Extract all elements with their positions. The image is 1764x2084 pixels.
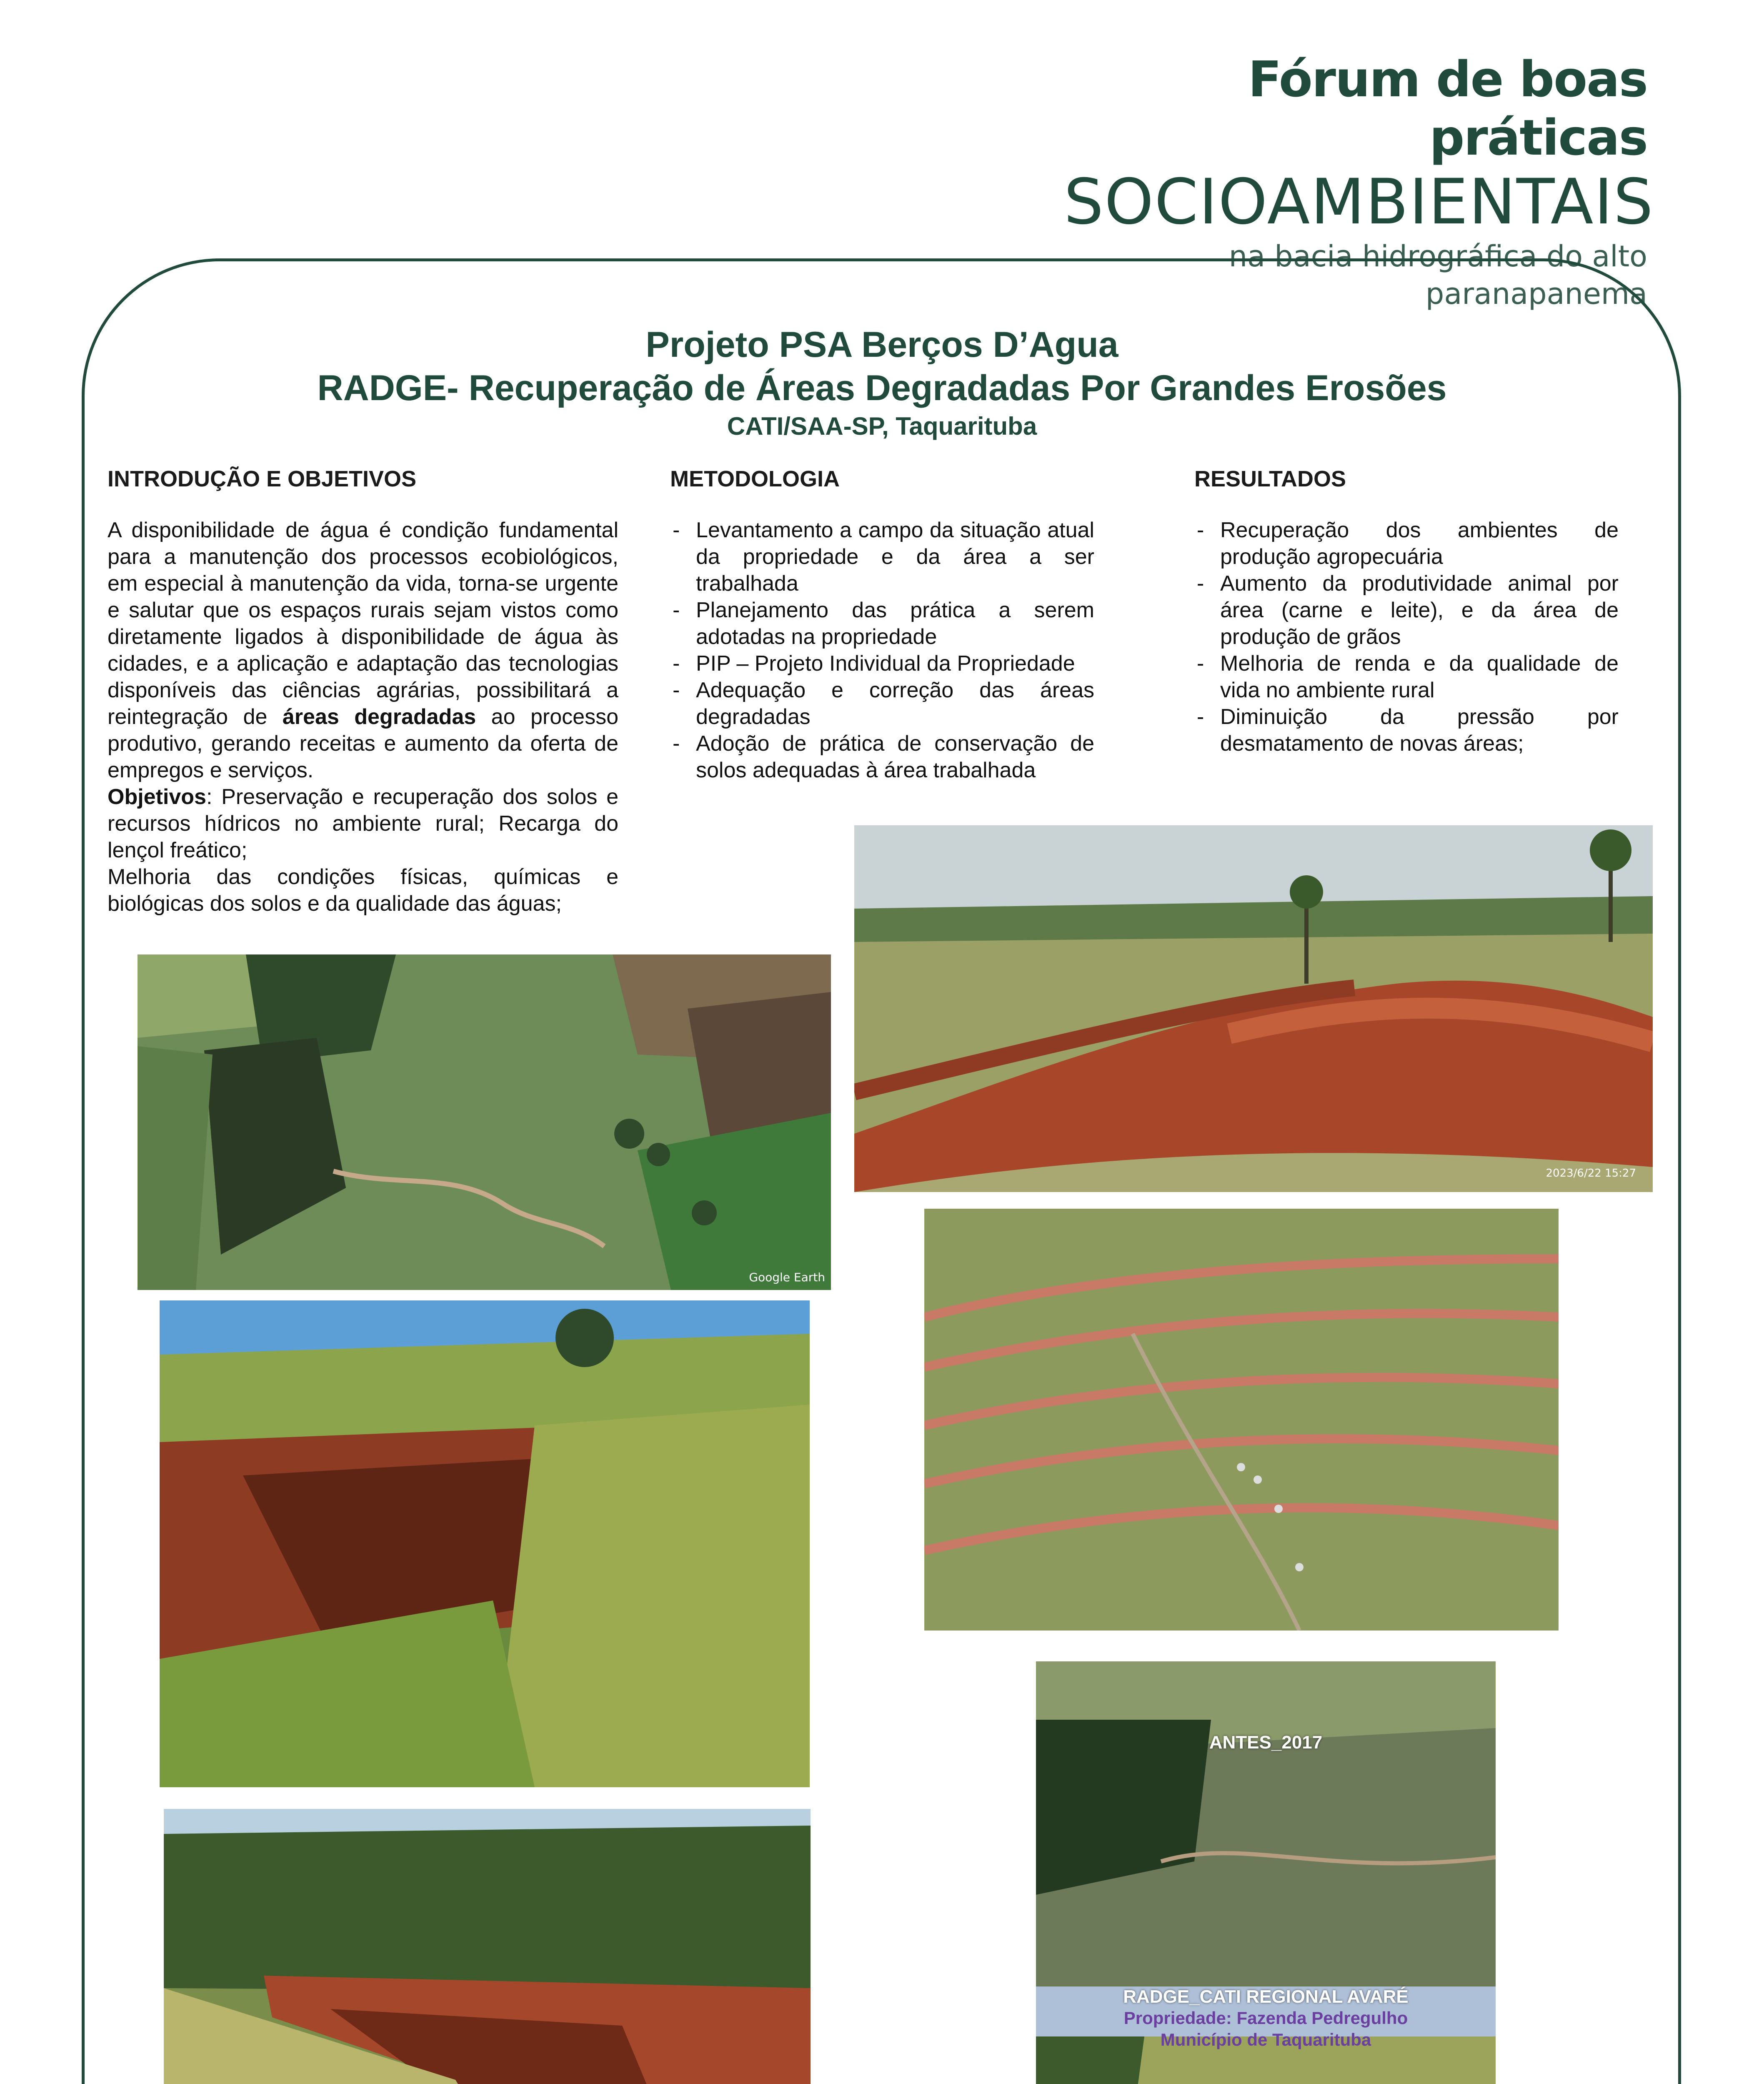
method-item: - Adoção de prática de conservação de solos adequadas à área trabalhada: [670, 730, 1094, 784]
results-list: [1194, 517, 1619, 757]
brand-line-1: Fórum de boas práticas: [1248, 50, 1647, 166]
intro-text: [108, 517, 618, 917]
photo-timestamp: 2023/6/22 15:27: [1546, 1167, 1636, 1180]
project-title: Projeto PSA Berços D’Agua: [646, 325, 1118, 365]
method-item: - PIP – Projeto Individual da Propriedade: [670, 650, 1094, 677]
before-after-photo: [1036, 1661, 1496, 2084]
results-item: - Diminuição da pressão por desmatamento de novas áreas;: [1194, 704, 1619, 757]
method-item: - Adequação e correção das áreas degradadas: [670, 677, 1094, 730]
intro-paragraph-bold: áreas degradadas: [282, 705, 476, 729]
intro-heading: INTRODUÇÃO E OBJETIVOS: [108, 466, 417, 491]
method-item: - Levantamento a campo da situação atual da propriedade e da área a ser trabalhada: [670, 517, 1094, 597]
objectives-text: : Preservação e recuperação dos solos e recursos hídricos no ambiente rural; Recarga do lençol freático;: [108, 785, 618, 862]
brand-line-3: na bacia hidrográfica do alto paranapanema: [1229, 239, 1647, 311]
project-subtitle: RADGE- Recuperação de Áreas Degradadas Por Grandes Erosões: [317, 368, 1447, 408]
aerial-terraces-photo: [924, 1209, 1559, 1631]
method-heading: METODOLOGIA: [670, 466, 840, 491]
property-label: Propriedade: Fazenda Pedregulho: [1123, 2008, 1408, 2028]
results-item: - Recuperação dos ambientes de produção agropecuária: [1194, 517, 1619, 570]
gully-erosion-photo-2: [164, 1809, 811, 2084]
intro-paragraph-end: ao processo produtivo, gerando receitas e aumento da oferta de empregos e serviços.: [108, 705, 618, 782]
intro-closing-paragraph: Melhoria das condições físicas, químicas e biológicas dos solos e da qualidade das águas;: [108, 865, 618, 916]
satellite-photo: [138, 954, 831, 1290]
intro-paragraph-start: A disponibilidade de água é condição fundamental para a manutenção dos processos ecobiológicos, em especial à manutenção da vida, torna-se urgente e salutar que os espaços rurais sejam vistos como diretamente ligados à disponibilidade de água às cidades, e a aplicação e adaptação das tecnologias disponíveis das ciências agrárias, possibilitará a reintegração de: [108, 518, 618, 729]
method-item: - Planejamento das prática a serem adotadas na propriedade: [670, 597, 1094, 650]
project-organization: CATI/SAA-SP, Taquarituba: [727, 412, 1037, 440]
municipality-label: Município de Taquarituba: [1160, 2030, 1371, 2049]
before-label: ANTES_2017: [1209, 1732, 1323, 1753]
results-heading: RESULTADOS: [1194, 466, 1346, 491]
poster-titles: [83, 323, 1681, 443]
results-item: - Melhoria de renda e da qualidade de vida no ambiente rural: [1194, 650, 1619, 704]
google-earth-watermark: Google Earth: [749, 1270, 825, 1284]
objectives-label: Objetivos: [108, 785, 206, 809]
gully-erosion-photo-1: [160, 1300, 810, 1787]
terrace-landscape-photo: [854, 825, 1653, 1192]
brand-line-2: SOCIOAMBIENTAIS: [1064, 166, 1654, 238]
method-list: [670, 517, 1094, 784]
results-item: - Aumento da produtividade animal por área (carne e leite), e da área de produção de grãos: [1194, 570, 1619, 650]
radge-label: RADGE_CATI REGIONAL AVARÉ: [1123, 1986, 1409, 2007]
